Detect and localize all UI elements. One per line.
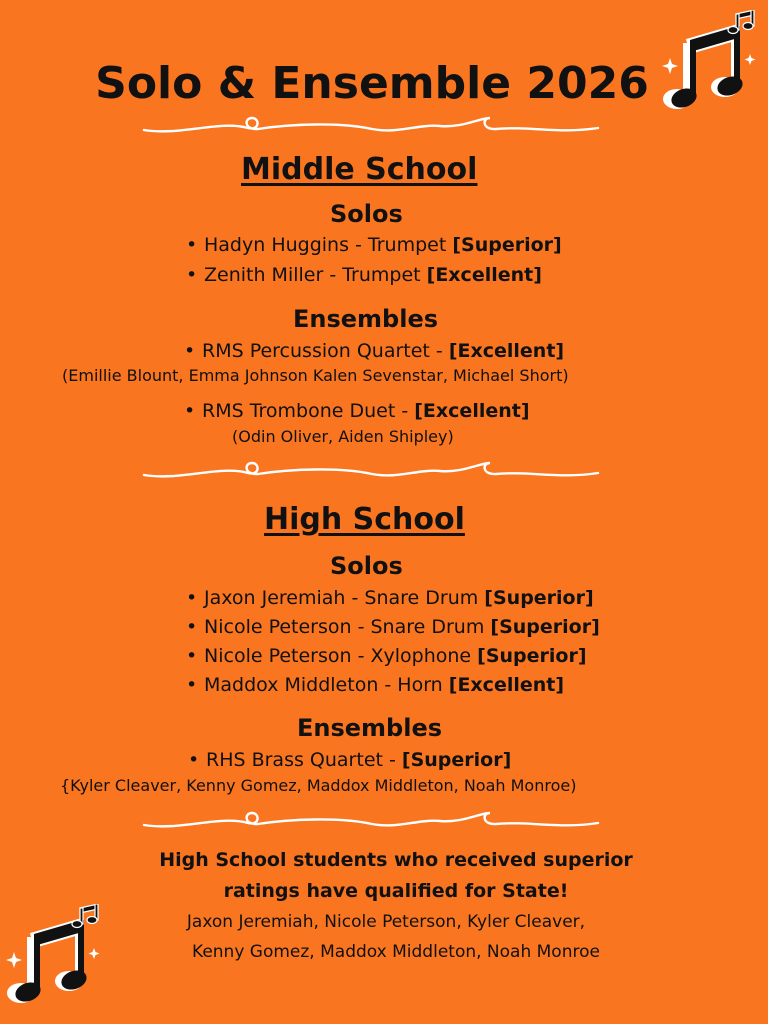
high-school-heading: High School bbox=[264, 502, 465, 537]
list-item: • Zenith Miller - Trumpet [Excellent] bbox=[186, 264, 542, 286]
page-title: Solo & Ensemble 2026 bbox=[95, 58, 649, 109]
rating: [Superior] bbox=[477, 645, 587, 667]
state-notice-line1: High School students who received superior bbox=[159, 849, 633, 871]
list-item: • Nicole Peterson - Snare Drum [Superior] bbox=[186, 616, 600, 638]
flourish-divider-icon bbox=[140, 114, 602, 142]
music-notes-icon bbox=[4, 904, 104, 1014]
rating: [Superior] bbox=[452, 234, 562, 256]
bullet-icon: • bbox=[188, 749, 200, 771]
flourish-divider-icon bbox=[140, 809, 602, 837]
rating: [Excellent] bbox=[426, 264, 542, 286]
list-item: • Hadyn Huggins - Trumpet [Superior] bbox=[186, 234, 562, 256]
middle-school-solos-heading: Solos bbox=[330, 200, 403, 228]
state-qualifiers-line2: Kenny Gomez, Maddox Middleton, Noah Monroe bbox=[192, 942, 600, 962]
middle-school-ensembles-heading: Ensembles bbox=[293, 305, 439, 333]
list-item: • Maddox Middleton - Horn [Excellent] bbox=[186, 674, 565, 696]
bullet-icon: • bbox=[184, 340, 196, 362]
rating: [Superior] bbox=[484, 587, 594, 609]
rating: [Excellent] bbox=[448, 674, 565, 696]
rating: [Excellent] bbox=[414, 400, 530, 422]
flourish-divider-icon bbox=[140, 459, 602, 487]
rating: [Superior] bbox=[490, 616, 600, 638]
high-school-ensembles-heading: Ensembles bbox=[297, 714, 443, 742]
rating: [Excellent] bbox=[448, 340, 565, 362]
ensemble-members: {Kyler Cleaver, Kenny Gomez, Maddox Middleton, Noah Monroe) bbox=[60, 776, 577, 795]
bullet-icon: • bbox=[186, 234, 198, 256]
bullet-icon: • bbox=[184, 400, 196, 422]
ensemble-members: (Emillie Blount, Emma Johnson Kalen Sevenstar, Michael Short) bbox=[62, 366, 569, 385]
bullet-icon: • bbox=[186, 587, 198, 609]
bullet-icon: • bbox=[186, 645, 198, 667]
list-item: • Nicole Peterson - Xylophone [Superior] bbox=[186, 645, 587, 667]
rating: [Superior] bbox=[401, 749, 512, 771]
list-item: • RMS Percussion Quartet - [Excellent] bbox=[184, 340, 565, 362]
list-item: • Jaxon Jeremiah - Snare Drum [Superior] bbox=[186, 587, 594, 609]
list-item: • RHS Brass Quartet - [Superior] bbox=[188, 749, 512, 771]
ensemble-members: (Odin Oliver, Aiden Shipley) bbox=[232, 427, 454, 446]
bullet-icon: • bbox=[186, 264, 198, 286]
list-item: • RMS Trombone Duet - [Excellent] bbox=[184, 400, 530, 422]
bullet-icon: • bbox=[186, 616, 198, 638]
middle-school-heading: Middle School bbox=[241, 152, 478, 187]
state-notice-line2: ratings have qualified for State! bbox=[223, 880, 569, 902]
state-qualifiers-line1: Jaxon Jeremiah, Nicole Peterson, Kyler Cleaver, bbox=[186, 912, 586, 932]
high-school-solos-heading: Solos bbox=[330, 552, 403, 580]
bullet-icon: • bbox=[186, 674, 198, 696]
music-notes-icon bbox=[660, 10, 760, 120]
